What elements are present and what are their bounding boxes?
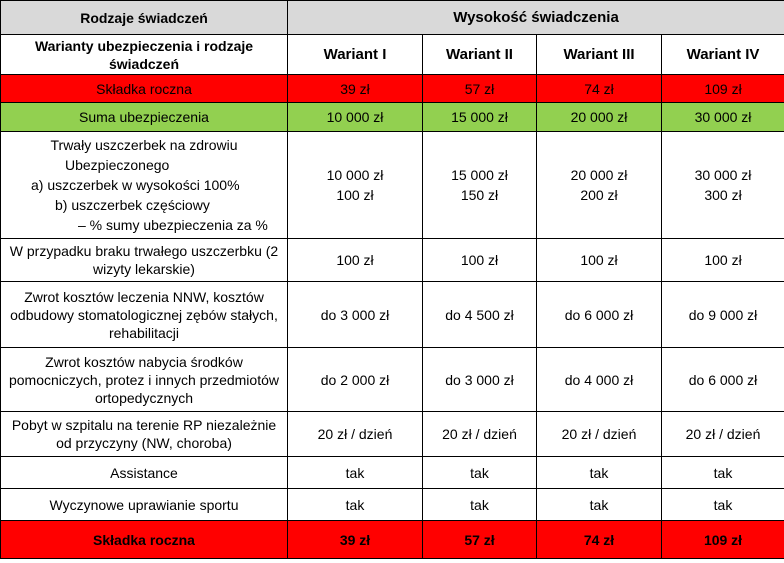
assistance-label: Assistance bbox=[1, 457, 288, 489]
no-injury-value: 100 zł bbox=[537, 239, 662, 282]
variant-2-header: Wariant II bbox=[423, 35, 537, 75]
aids-refund-row bbox=[1, 348, 784, 412]
hospital-value: 20 zł / dzień bbox=[537, 412, 662, 457]
premium-value: 57 zł bbox=[423, 75, 537, 103]
premium-label: Składka roczna bbox=[1, 75, 288, 103]
premium-row-top bbox=[1, 75, 784, 103]
assistance-value: tak bbox=[288, 457, 423, 489]
no-injury-value: 100 zł bbox=[288, 239, 423, 282]
permanent-injury-full: 15 000 zł bbox=[451, 167, 508, 183]
sum-insured-label: Suma ubezpieczenia bbox=[1, 103, 288, 132]
aids-refund-value: do 3 000 zł bbox=[423, 348, 537, 412]
sport-row bbox=[1, 489, 784, 521]
treatment-refund-value: do 4 500 zł bbox=[423, 282, 537, 348]
aids-refund-value: do 4 000 zł bbox=[537, 348, 662, 412]
no-injury-value: 100 zł bbox=[423, 239, 537, 282]
header-benefit-types: Rodzaje świadczeń bbox=[1, 1, 288, 35]
permanent-injury-line: – % sumy ubezpieczenia za % bbox=[78, 217, 268, 233]
sum-insured-value: 15 000 zł bbox=[423, 103, 537, 132]
aids-refund-value: do 2 000 zł bbox=[288, 348, 423, 412]
sum-insured-value: 20 000 zł bbox=[537, 103, 662, 132]
variant-1-header: Wariant I bbox=[288, 35, 423, 75]
sum-insured-value: 10 000 zł bbox=[288, 103, 423, 132]
header-row bbox=[1, 1, 784, 35]
hospital-row bbox=[1, 412, 784, 457]
premium-value: 109 zł bbox=[662, 521, 784, 559]
sport-value: tak bbox=[288, 489, 423, 521]
permanent-injury-full: 30 000 zł bbox=[694, 167, 752, 183]
permanent-injury-values bbox=[423, 132, 537, 239]
permanent-injury-line: Trwały uszczerbek na zdrowiu bbox=[50, 137, 238, 153]
premium-value: 39 zł bbox=[288, 521, 423, 559]
premium-value: 74 zł bbox=[537, 521, 662, 559]
permanent-injury-values bbox=[288, 132, 423, 239]
header-benefit-amount: Wysokość świadczenia bbox=[288, 1, 784, 35]
hospital-value: 20 zł / dzień bbox=[423, 412, 537, 457]
permanent-injury-partial: 100 zł bbox=[336, 187, 374, 203]
aids-refund-value: do 6 000 zł bbox=[662, 348, 784, 412]
variant-3-header: Wariant III bbox=[537, 35, 662, 75]
sport-value: tak bbox=[662, 489, 784, 521]
hospital-value: 20 zł / dzień bbox=[662, 412, 784, 457]
assistance-value: tak bbox=[423, 457, 537, 489]
premium-value: 74 zł bbox=[537, 75, 662, 103]
permanent-injury-partial: 300 zł bbox=[704, 187, 742, 203]
treatment-refund-row bbox=[1, 282, 784, 348]
aids-refund-label: Zwrot kosztów nabycia środków pomocniczych, protez i innych przedmiotów ortopedycznych bbox=[1, 348, 288, 412]
permanent-injury-line: Ubezpieczonego bbox=[65, 157, 170, 173]
sport-value: tak bbox=[537, 489, 662, 521]
sum-insured-value: 30 000 zł bbox=[662, 103, 784, 132]
hospital-label: Pobyt w szpitalu na terenie RP niezależnie od przyczyny (NW, choroba) bbox=[1, 412, 288, 457]
sport-value: tak bbox=[423, 489, 537, 521]
no-injury-row bbox=[1, 239, 784, 282]
permanent-injury-label bbox=[1, 132, 288, 239]
permanent-injury-partial: 150 zł bbox=[460, 187, 499, 203]
treatment-refund-value: do 6 000 zł bbox=[537, 282, 662, 348]
variant-4-header: Wariant IV bbox=[662, 35, 784, 75]
premium-value: 57 zł bbox=[423, 521, 537, 559]
permanent-injury-values bbox=[662, 132, 784, 239]
premium-value: 39 zł bbox=[288, 75, 423, 103]
sum-insured-row bbox=[1, 103, 784, 132]
treatment-refund-value: do 3 000 zł bbox=[288, 282, 423, 348]
permanent-injury-partial: 200 zł bbox=[580, 187, 618, 203]
permanent-injury-line: a) uszczerbek w wysokości 100% bbox=[31, 177, 240, 193]
assistance-value: tak bbox=[662, 457, 784, 489]
variants-row-label: Warianty ubezpieczenia i rodzaje świadczeń bbox=[1, 35, 288, 75]
permanent-injury-values bbox=[537, 132, 662, 239]
no-injury-value: 100 zł bbox=[662, 239, 784, 282]
assistance-row bbox=[1, 457, 784, 489]
premium-value: 109 zł bbox=[662, 75, 784, 103]
permanent-injury-full: 10 000 zł bbox=[326, 167, 384, 183]
assistance-value: tak bbox=[537, 457, 662, 489]
treatment-refund-value: do 9 000 zł bbox=[662, 282, 784, 348]
permanent-injury-line: b) uszczerbek częściowy bbox=[55, 197, 210, 213]
hospital-value: 20 zł / dzień bbox=[288, 412, 423, 457]
treatment-refund-label: Zwrot kosztów leczenia NNW, kosztów odbudowy stomatologicznej zębów stałych, rehabilitacji bbox=[1, 282, 288, 348]
premium-label: Składka roczna bbox=[1, 521, 288, 559]
permanent-injury-row bbox=[1, 132, 784, 239]
sport-label: Wyczynowe uprawianie sportu bbox=[1, 489, 288, 521]
no-injury-label: W przypadku braku trwałego uszczerbku (2 wizyty lekarskie) bbox=[1, 239, 288, 282]
premium-row-bottom bbox=[1, 521, 784, 559]
permanent-injury-full: 20 000 zł bbox=[570, 167, 628, 183]
variants-row bbox=[1, 35, 784, 75]
